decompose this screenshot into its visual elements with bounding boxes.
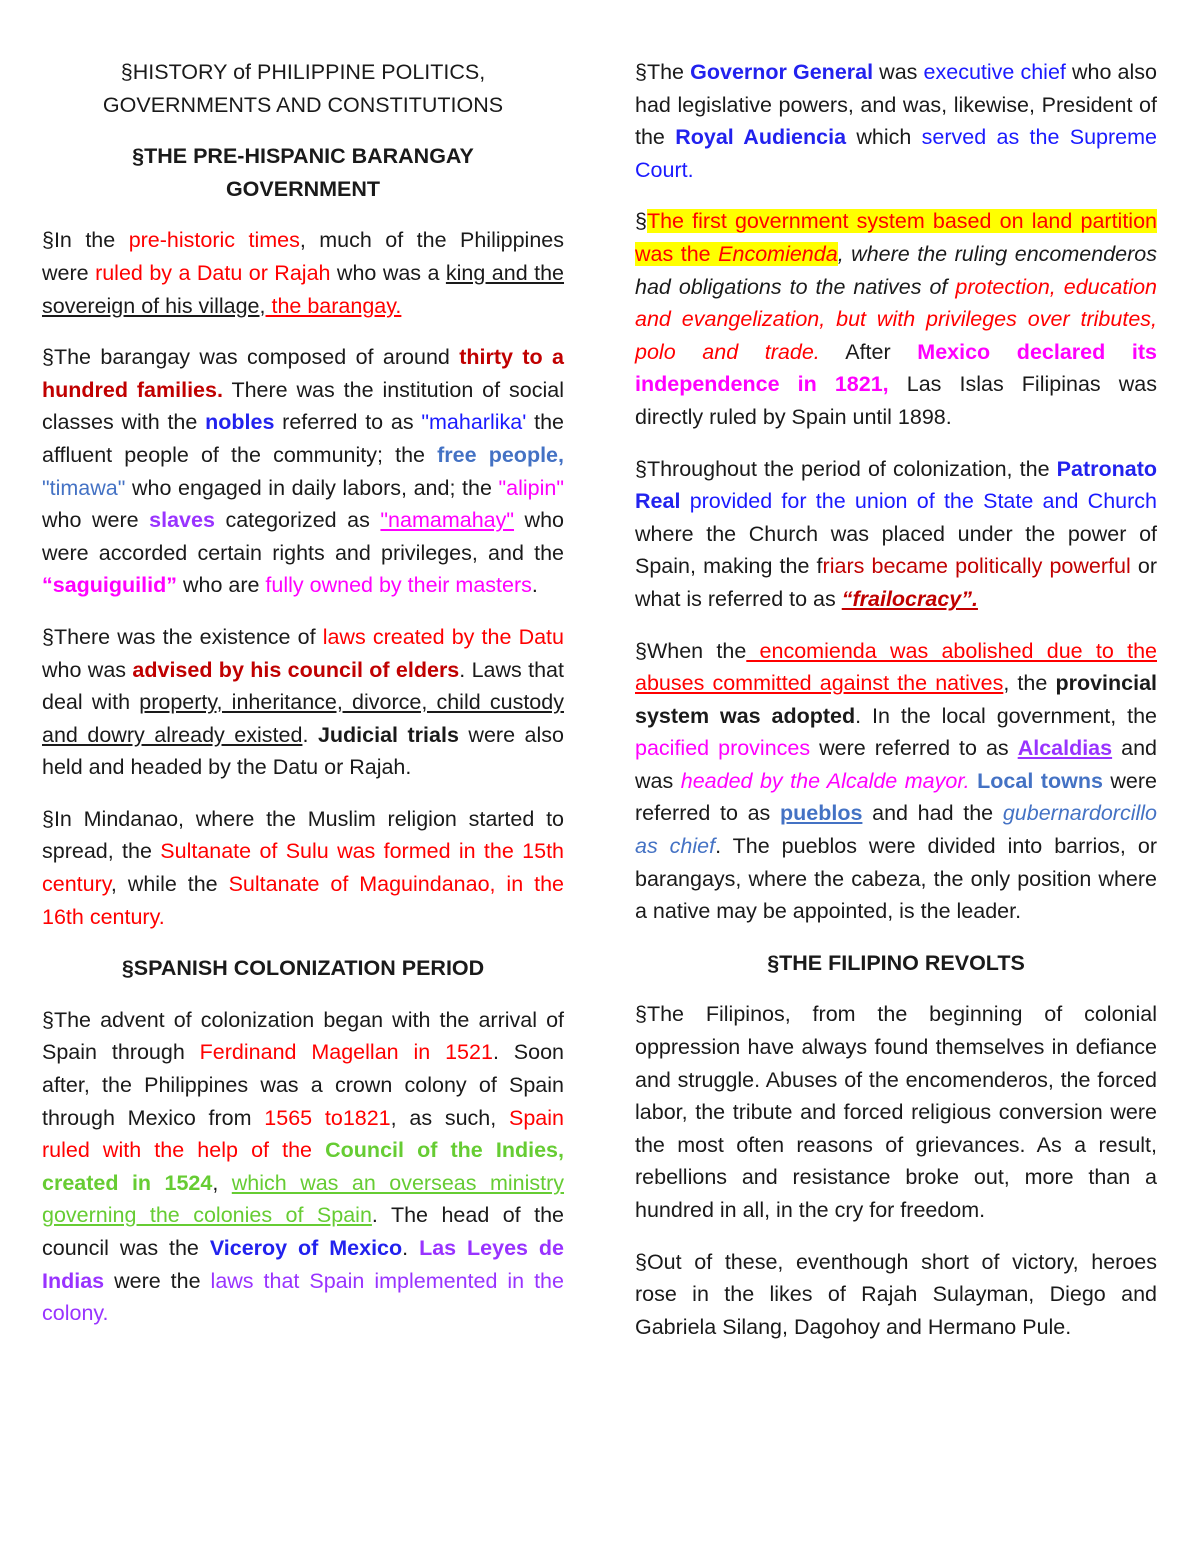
text-segment: were also held and headed by the Datu or Rajah. bbox=[42, 722, 564, 780]
text-segment: Patronato Real bbox=[635, 456, 1157, 514]
text-segment: the barangay. bbox=[265, 293, 402, 318]
document-title bbox=[42, 56, 564, 121]
text-segment: §When the bbox=[635, 638, 747, 663]
spanish-paragraph-1 bbox=[42, 1004, 564, 1330]
text-segment: who was bbox=[42, 657, 133, 682]
text-segment: ruled by a Datu or Rajah bbox=[95, 260, 331, 285]
provincial-system-paragraph bbox=[635, 635, 1157, 928]
text-segment: created in 1524 bbox=[42, 1170, 213, 1195]
text-segment: headed by the Alcalde mayor. bbox=[680, 768, 970, 793]
text-segment: There was the institution of social classes with the bbox=[42, 377, 564, 435]
text-segment: Royal Audiencia bbox=[675, 125, 847, 150]
text-segment: GOVERNMENTS AND CONSTITUTIONS bbox=[102, 92, 504, 117]
text-segment: categorized as bbox=[214, 508, 381, 533]
text-segment bbox=[680, 489, 689, 513]
text-segment: Mexico declared its independence in 1821, bbox=[635, 339, 1157, 397]
prehispanic-paragraph-4 bbox=[42, 803, 564, 933]
text-segment: The first government system based on land partition was the bbox=[635, 209, 1157, 266]
text-segment: "namamahay" bbox=[380, 508, 514, 533]
text-segment: §In Mindanao, where the Muslim religion started to spread, the bbox=[42, 806, 564, 864]
text-segment: riars became politically powerful bbox=[822, 554, 1131, 579]
text-segment: were referred to as bbox=[635, 768, 1157, 826]
text-segment: pueblos bbox=[780, 801, 863, 826]
text-segment: and was bbox=[635, 736, 1157, 793]
revolts-paragraph-2: §Out of these, eventhough short of victory, heroes rose in the likes of Rajah Sulayman, Diego and Gabriela Silang, Dagohoy and Hermano Pule. bbox=[635, 1249, 1157, 1339]
text-segment: who engaged in daily labors, and; the bbox=[125, 475, 499, 500]
text-segment: , the bbox=[1003, 671, 1056, 696]
filipino-revolts-heading: §THE FILIPINO REVOLTS bbox=[767, 950, 1025, 975]
text-segment: § bbox=[635, 209, 647, 234]
left-column bbox=[42, 56, 564, 1349]
text-segment: Ferdinand Magellan in 1521 bbox=[199, 1040, 493, 1065]
text-segment: “saguiguilid” bbox=[42, 573, 177, 598]
text-segment: slaves bbox=[149, 508, 215, 533]
encomienda-paragraph bbox=[635, 205, 1157, 433]
text-segment: were referred to as bbox=[810, 736, 1018, 761]
text-segment: Alcaldias bbox=[1017, 736, 1113, 761]
text-segment: Sultanate of Maguindanao, in the 16th century. bbox=[42, 872, 564, 929]
text-segment: who were accorded certain rights and privileges, and the bbox=[42, 508, 564, 565]
text-segment: was bbox=[873, 60, 924, 84]
text-segment: . Soon after, the Philippines was a crown colony of Spain through Mexico from bbox=[42, 1040, 565, 1130]
text-segment: §THE PRE-HISPANIC BARANGAY bbox=[132, 144, 474, 169]
text-segment: who was a bbox=[330, 260, 446, 285]
text-segment: Las Leyes de Indias bbox=[42, 1236, 565, 1293]
text-segment: pacified provinces bbox=[635, 736, 811, 761]
text-segment: . bbox=[687, 157, 694, 182]
text-segment: Sultanate of Sulu was formed in the 15th century bbox=[42, 839, 564, 897]
text-segment: §The advent of colonization began with the arrival of Spain through bbox=[42, 1007, 564, 1065]
text-segment: . bbox=[402, 1236, 420, 1260]
text-segment: fully owned by their masters bbox=[265, 573, 532, 598]
spanish-colonization-heading: §SPANISH COLONIZATION PERIOD bbox=[121, 956, 485, 981]
text-segment: 1565 to1821 bbox=[264, 1105, 391, 1130]
text-segment: §There was the existence of bbox=[42, 624, 323, 649]
text-segment: Local towns bbox=[977, 768, 1103, 793]
text-segment: encomienda was abolished due to the abuses committed against the natives bbox=[635, 638, 1157, 696]
text-segment: Encomienda bbox=[718, 241, 838, 266]
text-segment: Las Islas Filipinas was directly ruled by Spain until 1898. bbox=[635, 372, 1157, 429]
text-segment: "alipin" bbox=[498, 475, 564, 500]
text-segment: property, inheritance, divorce, child custody and dowry already existed bbox=[42, 690, 564, 747]
text-segment: laws that Spain implemented in the colony. bbox=[42, 1268, 564, 1326]
prehispanic-heading bbox=[42, 140, 564, 205]
text-segment: nobles bbox=[205, 410, 275, 435]
text-segment: Viceroy of Mexico bbox=[209, 1236, 403, 1260]
text-segment: Judicial trials bbox=[317, 722, 459, 747]
text-segment: where the Church was placed under the power of Spain, making the f bbox=[635, 521, 1157, 579]
text-segment: thirty to a hundred families. bbox=[42, 345, 564, 402]
text-segment: and had the bbox=[862, 801, 1003, 826]
text-segment: §The barangay was composed of around bbox=[42, 345, 460, 370]
text-segment: Governor General bbox=[690, 60, 874, 84]
text-segment: "maharlika' bbox=[421, 410, 527, 435]
text-segment: . In the local government, the bbox=[855, 703, 1158, 728]
text-segment: §HISTORY of PHILIPPINE POLITICS, bbox=[120, 60, 486, 84]
text-segment: . bbox=[302, 722, 318, 747]
text-segment: who were bbox=[42, 508, 150, 533]
text-segment: . bbox=[531, 573, 538, 598]
text-segment: , as such, bbox=[390, 1105, 509, 1130]
text-segment: executive chief bbox=[923, 60, 1066, 84]
text-segment: who also had legislative powers, and was, likewise, President of the bbox=[635, 60, 1157, 150]
text-segment: provided for the union of the State and Church bbox=[689, 489, 1157, 514]
text-segment: . The pueblos were divided into barrios, or barangays, where the cabeza, the only position where a native may be appointed, is the leader. bbox=[635, 834, 1157, 924]
text-segment: , bbox=[259, 293, 266, 318]
text-segment: §In the bbox=[42, 228, 129, 253]
text-segment: provincial system was adopted bbox=[635, 671, 1157, 728]
text-segment: protection, education and evangelization, but with privileges over tributes, polo and trade. bbox=[635, 274, 1157, 364]
text-segment: GOVERNMENT bbox=[225, 176, 381, 201]
text-segment: which bbox=[846, 125, 922, 150]
text-segment: served as the Supreme Court bbox=[635, 125, 1158, 182]
text-segment: Spain ruled with the help of the bbox=[42, 1105, 564, 1163]
text-segment: pre-historic times bbox=[128, 228, 300, 253]
text-segment: who are bbox=[176, 573, 266, 598]
text-segment: , while the bbox=[110, 872, 229, 897]
text-segment: Council of the Indies, bbox=[325, 1138, 564, 1163]
text-segment: . The head of the council was the bbox=[42, 1203, 564, 1260]
text-segment: gubernardorcillo as chief bbox=[635, 801, 1158, 859]
text-segment: advised by his council of elders bbox=[132, 657, 460, 682]
text-segment: , bbox=[212, 1170, 232, 1195]
text-segment: . Laws that deal with bbox=[42, 657, 564, 715]
prehispanic-paragraph-3 bbox=[42, 621, 564, 784]
text-segment: laws created by the Datu bbox=[322, 624, 564, 649]
text-segment: After bbox=[819, 339, 918, 364]
revolts-paragraph-1: §The Filipinos, from the beginning of colonial oppression have always found themselves in defiance and struggle. Abuses of the encomenderos, the forced labor, the tribute and forced religious conversion were the most often reasons of grievances. As a result, rebellions and resistance broke out, more than a hundred in all, in the cry for freedom. bbox=[635, 1002, 1157, 1222]
text-segment: free people, bbox=[437, 442, 564, 467]
text-segment: §The bbox=[635, 60, 691, 84]
text-segment: §Throughout the period of colonization, the bbox=[635, 456, 1057, 481]
text-segment: referred to as bbox=[274, 410, 422, 435]
text-segment: the affluent people of the community; the bbox=[42, 410, 564, 467]
prehispanic-paragraph-1 bbox=[42, 224, 564, 322]
prehispanic-paragraph-2 bbox=[42, 341, 564, 602]
text-segment: or what is referred to as bbox=[635, 554, 1158, 611]
text-segment: , much of the Philippines were bbox=[42, 228, 564, 285]
text-segment: “frailocracy”. bbox=[841, 586, 978, 611]
text-segment: king and the sovereign of his village bbox=[42, 260, 565, 318]
text-segment: "timawa" bbox=[42, 475, 126, 500]
text-segment: , where the ruling encomenderos had obligations to the natives of bbox=[635, 241, 1157, 299]
text-segment: which was an overseas ministry governing the colonies of Spain bbox=[42, 1170, 565, 1228]
patronato-paragraph bbox=[635, 453, 1157, 616]
text-segment: were the bbox=[104, 1268, 211, 1293]
governor-general-paragraph bbox=[635, 56, 1157, 186]
right-column bbox=[635, 56, 1157, 1362]
